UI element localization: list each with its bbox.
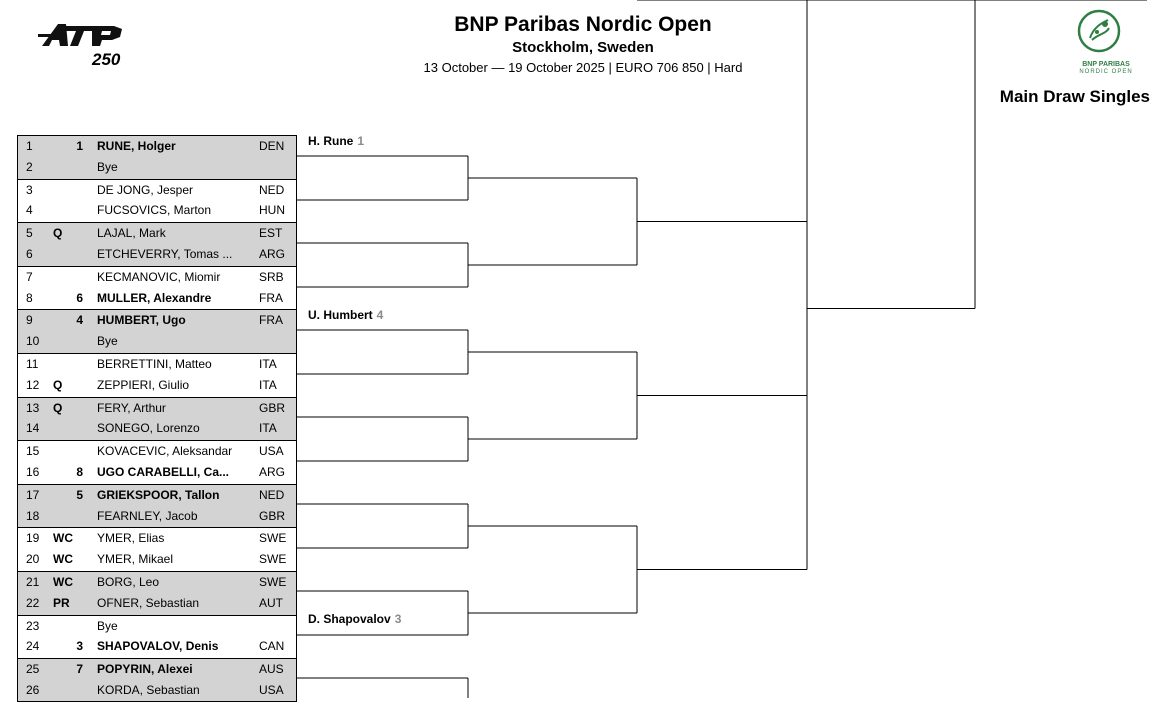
draw-number: 9 <box>26 313 33 328</box>
winner-seed: 4 <box>376 308 384 322</box>
country-code: ITA <box>259 377 277 392</box>
logo-subtitle: NORDIC OPEN <box>1079 69 1133 75</box>
draw-number: 23 <box>26 618 40 633</box>
country-code: FRA <box>259 313 283 328</box>
player-name: YMER, Mikael <box>97 552 174 567</box>
country-code: GBR <box>259 508 286 523</box>
player-name: BORG, Leo <box>97 574 160 589</box>
player-name: RUNE, Holger <box>97 139 176 153</box>
player-name: ZEPPIERI, Giulio <box>97 377 190 392</box>
country-code: USA <box>259 682 284 697</box>
draw-number: 17 <box>26 487 40 502</box>
draw-number: 6 <box>26 246 33 261</box>
country-code: SWE <box>259 552 287 567</box>
player-name: UGO CARABELLI, Ca... <box>97 464 230 479</box>
draw-number: 21 <box>26 574 40 589</box>
player-name: ETCHEVERRY, Tomas ... <box>97 246 233 261</box>
draw-number: 7 <box>26 269 33 284</box>
tournament-info: 13 October — 19 October 2025 | EURO 706 850 | Hard <box>423 60 743 75</box>
country-code: ARG <box>259 246 286 261</box>
tournament-title: BNP Paribas Nordic Open <box>454 13 712 36</box>
player-name: Bye <box>97 159 118 174</box>
atp-250-label: 250 <box>92 50 121 69</box>
country-code: AUS <box>259 662 284 677</box>
seed-number: 4 <box>76 313 83 328</box>
player-name: KOVACEVIC, Aleksandar <box>97 444 233 459</box>
player-name: MULLER, Alexandre <box>97 290 212 305</box>
draw-number: 20 <box>26 552 40 567</box>
draw-number: 3 <box>26 182 33 197</box>
player-name: OFNER, Sebastian <box>97 595 200 610</box>
country-code: ITA <box>259 356 277 371</box>
seed-number: 6 <box>76 290 83 305</box>
player-name: BERRETTINI, Matteo <box>97 356 212 371</box>
draw-number: 25 <box>26 662 40 677</box>
draw-number: 18 <box>26 508 40 523</box>
player-name: FERY, Arthur <box>97 400 166 415</box>
country-code: ARG <box>259 464 286 479</box>
draw-number: 10 <box>26 334 40 349</box>
draw-number: 11 <box>26 356 39 371</box>
entry-status: Q <box>53 226 63 241</box>
seed-number: 8 <box>76 464 83 479</box>
country-code: GBR <box>259 400 286 415</box>
winner-seed: 3 <box>394 612 402 626</box>
draw-number: 2 <box>26 159 33 174</box>
country-code: CAN <box>259 639 285 654</box>
logo-name: BNP PARIBAS <box>1082 61 1130 68</box>
draw-number: 15 <box>26 444 40 459</box>
draw-number: 8 <box>26 290 33 305</box>
tournament-location: Stockholm, Sweden <box>512 39 654 56</box>
country-code: AUT <box>259 595 283 610</box>
country-code: DEN <box>259 139 285 153</box>
draw-number: 1 <box>26 139 33 153</box>
draw-number: 5 <box>26 226 33 241</box>
player-name: POPYRIN, Alexei <box>97 662 193 677</box>
player-name: HUMBERT, Ugo <box>97 313 186 328</box>
seed-number: 3 <box>76 639 83 654</box>
winner-name: D. Shapovalov <box>308 612 391 626</box>
player-name: LAJAL, Mark <box>97 226 166 241</box>
draw-number: 12 <box>26 377 40 392</box>
entry-status: Q <box>53 400 63 415</box>
country-code: HUN <box>259 203 285 218</box>
player-name: SONEGO, Lorenzo <box>97 421 200 436</box>
draw-number: 19 <box>26 531 40 546</box>
player-name: YMER, Elias <box>97 531 165 546</box>
entry-status: Q <box>53 377 63 392</box>
player-name: KECMANOVIC, Miomir <box>97 269 221 284</box>
player-name: FEARNLEY, Jacob <box>97 508 198 523</box>
country-code: ITA <box>259 421 277 436</box>
draw-number: 14 <box>26 421 40 436</box>
draw-number: 26 <box>26 682 40 697</box>
entry-status: WC <box>53 574 73 589</box>
country-code: SWE <box>259 531 287 546</box>
seed-number: 1 <box>76 139 83 153</box>
entry-status: WC <box>53 552 73 567</box>
entry-status: PR <box>53 595 70 610</box>
country-code: FRA <box>259 290 283 305</box>
country-code: USA <box>259 444 284 459</box>
player-name: GRIEKSPOOR, Tallon <box>97 487 220 502</box>
entry-status: WC <box>53 531 73 546</box>
draw-number: 13 <box>26 400 40 415</box>
player-name: FUCSOVICS, Marton <box>97 203 212 218</box>
winner-seed: 1 <box>357 134 365 148</box>
player-name: DE JONG, Jesper <box>97 182 194 197</box>
country-code: SWE <box>259 574 287 589</box>
draw-number: 4 <box>26 203 33 218</box>
draw-number: 22 <box>26 595 40 610</box>
seed-number: 7 <box>76 662 83 677</box>
player-name: Bye <box>97 618 118 633</box>
player-name: Bye <box>97 334 118 349</box>
seed-number: 5 <box>76 487 83 502</box>
winner-name: U. Humbert <box>308 308 373 322</box>
player-name: SHAPOVALOV, Denis <box>97 639 219 654</box>
country-code: SRB <box>259 269 284 284</box>
country-code: NED <box>259 182 285 197</box>
player-name: KORDA, Sebastian <box>97 682 200 697</box>
draw-number: 16 <box>26 464 40 479</box>
winner-name: H. Rune <box>308 134 354 148</box>
country-code: NED <box>259 487 285 502</box>
country-code: EST <box>259 226 283 241</box>
draw-number: 24 <box>26 639 40 654</box>
draw-type-title: Main Draw Singles <box>999 87 1150 106</box>
